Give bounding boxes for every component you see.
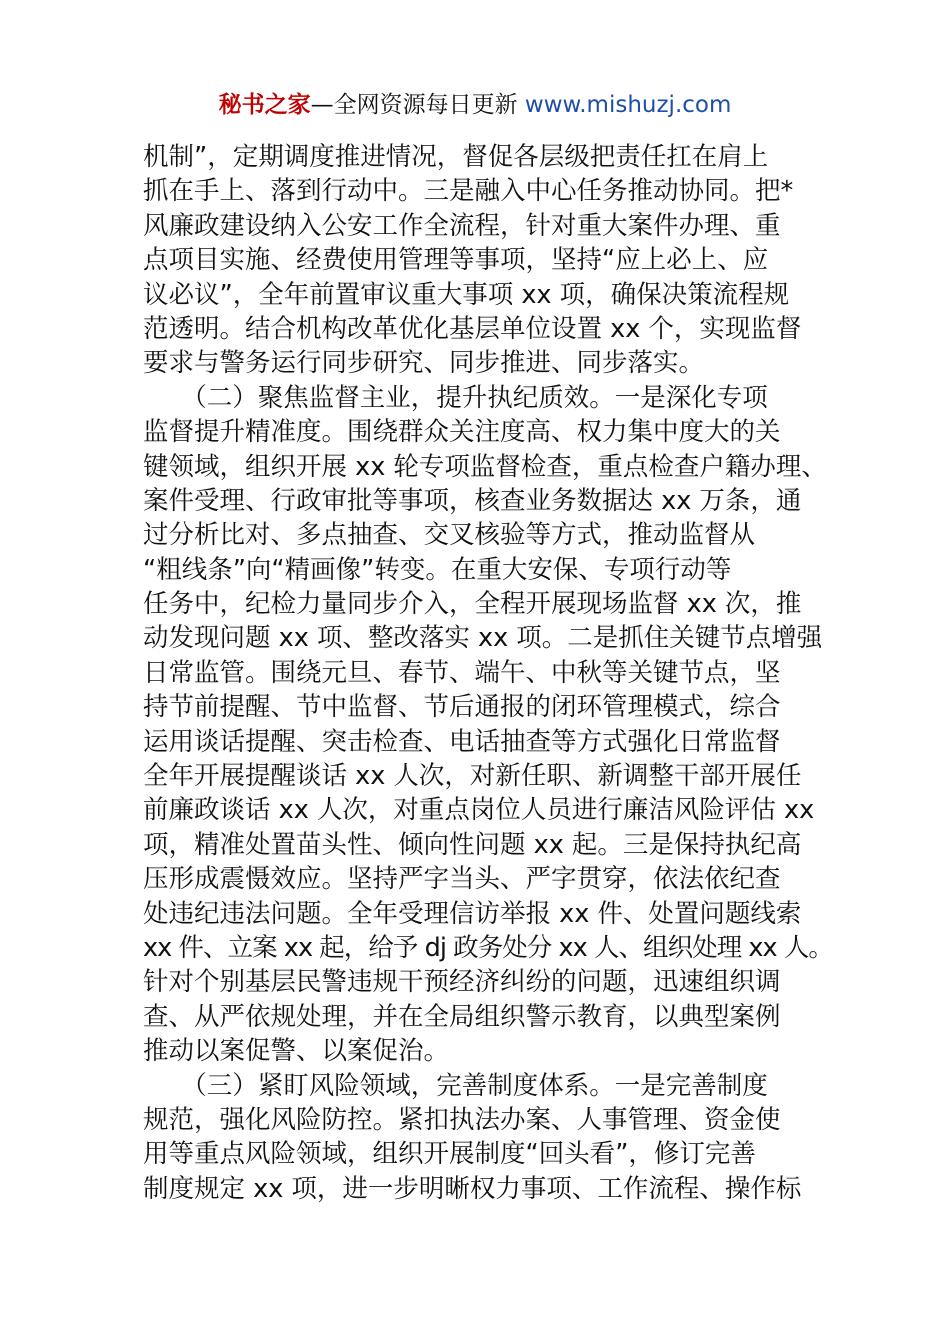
section-heading-line: （二）聚焦监督主业，提升执纪质效。一是深化专项	[143, 382, 768, 413]
text-line: 议必议”，全年前置审议重大事项 xx 项，确保决策流程规	[143, 279, 790, 310]
text-line: 规范，强化风险防控。紧扣执法办案、人事管理、资金使	[143, 1104, 781, 1135]
text-line: 抓在手上、落到行动中。三是融入中心任务推动协同。把*	[143, 176, 794, 207]
text-line: 键领域，组织开展 xx 轮专项监督检查，重点检查户籍办理、	[143, 451, 827, 482]
header-tagline: —全网资源每日更新	[310, 92, 525, 118]
text-line: 点项目实施、经费使用管理等事项，坚持“应上必上、应	[143, 245, 769, 276]
text-line: 任务中，纪检力量同步介入，全程开展现场监督 xx 次，推	[143, 589, 802, 620]
text-line: 处违纪违法问题。全年受理信访举报 xx 件、处置问题线索	[143, 898, 802, 929]
text-line: 全年开展提醒谈话 xx 人次，对新任职、新调整干部开展任	[143, 761, 802, 792]
text-line: 查、从严依规处理，并在全局组织警示教育，以典型案例	[143, 1001, 781, 1032]
text-line: 用等重点风险领域，组织开展制度“回头看”，修订完善	[143, 1139, 756, 1170]
text-line: 压形成震慑效应。坚持严字当头、严字贯穿，依法依纪查	[143, 864, 781, 895]
text-line: 动发现问题 xx 项、整改落实 xx 项。二是抓住关键节点增强	[143, 623, 823, 654]
body-text	[143, 140, 833, 1206]
text-line: xx 件、立案 xx 起，给予 dj 政务处分 xx 人、组织处理 xx 人。	[143, 932, 833, 963]
site-url-link[interactable]: www.mishuzj.com	[524, 92, 732, 118]
text-line: 推动以案促警、以案促治。	[143, 1036, 450, 1067]
text-line: 制度规定 xx 项，进一步明晰权力事项、工作流程、操作标	[143, 1173, 802, 1204]
text-line: 持节前提醒、节中监督、节后通报的闭环管理模式，综合	[143, 692, 781, 723]
brand-name: 秘书之家	[218, 92, 311, 118]
text-line: 前廉政谈话 xx 人次，对重点岗位人员进行廉洁风险评估 xx	[143, 795, 815, 826]
text-line: 范透明。结合机构改革优化基层单位设置 xx 个，实现监督	[143, 313, 802, 344]
text-line: “粗线条”向“精画像”转变。在重大安保、专项行动等	[143, 554, 732, 585]
watermark-header	[0, 88, 950, 122]
text-line: 要求与警务运行同步研究、同步推进、同步落实。	[143, 348, 705, 379]
section-heading-line: （三）紧盯风险领域，完善制度体系。一是完善制度	[143, 1070, 768, 1101]
text-line: 针对个别基层民警违规干预经济纠纷的问题，迅速组织调	[143, 967, 781, 998]
text-line: 运用谈话提醒、突击检查、电话抽查等方式强化日常监督	[143, 726, 781, 757]
text-line: 日常监管。围绕元旦、春节、端午、中秋等关键节点，坚	[143, 657, 781, 688]
text-line: 监督提升精准度。围绕群众关注度高、权力集中度大的关	[143, 417, 781, 448]
text-line: 机制”，定期调度推进情况，督促各层级把责任扛在肩上	[143, 142, 769, 172]
text-line: 过分析比对、多点抽查、交叉核验等方式，推动监督从	[143, 520, 756, 551]
text-line: 风廉政建设纳入公安工作全流程，针对重大案件办理、重	[143, 210, 781, 241]
text-line: 案件受理、行政审批等事项，核查业务数据达 xx 万条，通	[143, 485, 802, 516]
text-line: 项，精准处置苗头性、倾向性问题 xx 起。三是保持执纪高	[143, 829, 802, 860]
